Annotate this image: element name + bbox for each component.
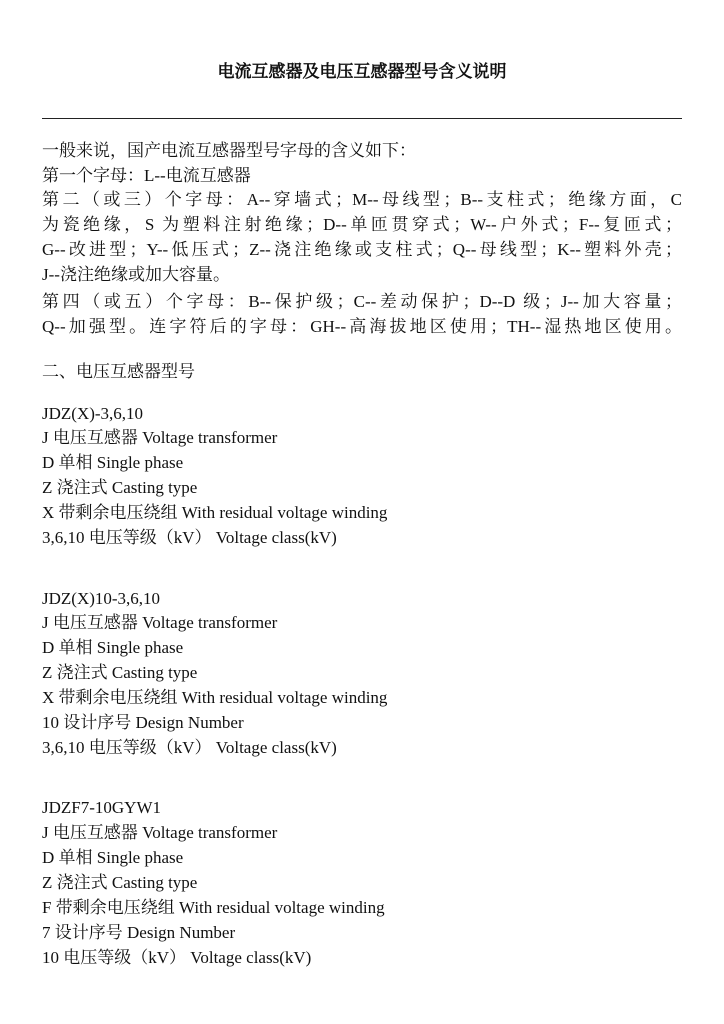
second-letter-line-3: G--改进型；Y--低压式；Z--浇注绝缘或支柱式；Q--母线型；K--塑料外壳； bbox=[42, 240, 682, 259]
section-title: 二、电压互感器型号 bbox=[42, 362, 195, 381]
model-item: 3,6,10 电压等级（kV） Voltage class(kV) bbox=[42, 738, 337, 757]
model-name: JDZ(X)-3,6,10 bbox=[42, 404, 144, 423]
model-item: Z 浇注式 Casting type bbox=[42, 478, 198, 497]
model-item: 10 电压等级（kV） Voltage class(kV) bbox=[42, 948, 312, 967]
document-title: 电流互感器及电压互感器型号含义说明 bbox=[217, 62, 507, 82]
model-item: Z 浇注式 Casting type bbox=[42, 873, 198, 892]
model-name: JDZF7-10GYW1 bbox=[42, 798, 161, 817]
model-item: F 带剩余电压绕组 With residual voltage winding bbox=[42, 898, 385, 917]
model-item: D 单相 Single phase bbox=[42, 848, 184, 867]
model-item: D 单相 Single phase bbox=[42, 638, 184, 657]
second-letter-line-4: J--浇注绝缘或加大容量。 bbox=[42, 265, 230, 284]
model-item: 7 设计序号 Design Number bbox=[42, 923, 236, 942]
model-item: 10 设计序号 Design Number bbox=[42, 713, 244, 732]
model-item: J 电压互感器 Voltage transformer bbox=[42, 613, 278, 632]
fourth-letter-line-2: Q--加强型。连字符后的字母：GH--高海拔地区使用；TH--湿热地区使用。 bbox=[42, 317, 682, 336]
model-item: J 电压互感器 Voltage transformer bbox=[42, 823, 278, 842]
first-letter-line: 第一个字母：L--电流互感器 bbox=[42, 166, 251, 185]
fourth-letter-line-1: 第四（或五）个字母：B--保护级；C--差动保护；D--D 级；J--加大容量； bbox=[42, 292, 682, 311]
title-divider bbox=[42, 118, 682, 119]
model-item: X 带剩余电压绕组 With residual voltage winding bbox=[42, 503, 388, 522]
model-item: Z 浇注式 Casting type bbox=[42, 663, 198, 682]
model-name: JDZ(X)10-3,6,10 bbox=[42, 589, 161, 608]
second-letter-line-1: 第二（或三）个字母：A--穿墙式；M--母线型；B--支柱式；绝缘方面，C bbox=[42, 190, 682, 209]
second-letter-line-2: 为瓷绝缘，S 为塑料注射绝缘；D--单匝贯穿式；W--户外式；F--复匝式； bbox=[42, 215, 682, 234]
model-item: D 单相 Single phase bbox=[42, 453, 184, 472]
intro-heading: 一般来说，国产电流互感器型号字母的含义如下： bbox=[42, 141, 416, 160]
model-item: 3,6,10 电压等级（kV） Voltage class(kV) bbox=[42, 528, 337, 547]
model-item: J 电压互感器 Voltage transformer bbox=[42, 428, 278, 447]
model-item: X 带剩余电压绕组 With residual voltage winding bbox=[42, 688, 388, 707]
